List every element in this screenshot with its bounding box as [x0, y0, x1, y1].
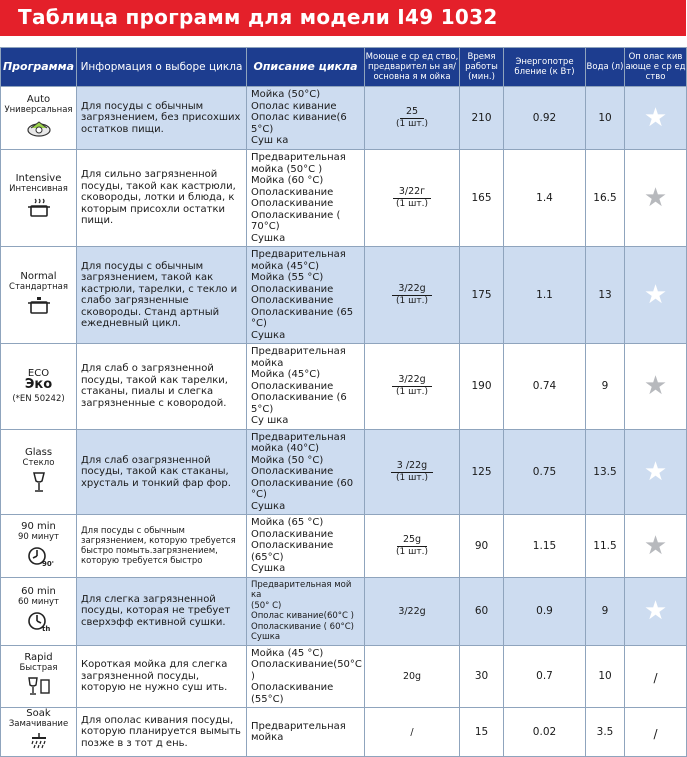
description-line: Ополаскивание — [251, 186, 334, 198]
header-water: Вода (л) — [586, 48, 625, 87]
description-line: мойка — [251, 357, 284, 369]
time-cell: 210 — [460, 87, 504, 150]
star-icon: ★ — [643, 456, 668, 487]
energy-cell: 0.74 — [504, 344, 586, 430]
star-icon: ★ — [643, 596, 668, 626]
time-cell: 90 — [460, 515, 504, 578]
description-line: мойка (45°C) — [251, 260, 320, 272]
time-cell: 15 — [460, 708, 504, 757]
detergent-amount: 20g — [402, 670, 422, 682]
detergent-amount: 3/22g — [392, 374, 431, 387]
cycle-info: Для посуды с обычным загрязнением, без присохших остатков пищи. — [77, 87, 247, 150]
description-line: Сушка — [251, 563, 286, 574]
program-name: Auto — [26, 94, 51, 105]
star-icon: ★ — [643, 183, 668, 213]
detergent-tablets: (1 шт.) — [396, 546, 428, 557]
program-name: Rapid — [24, 652, 53, 664]
energy-cell: 0.7 — [504, 645, 586, 708]
description-line: Ополаскивание — [251, 528, 334, 540]
program-cell — [1, 708, 77, 757]
water-cell: 10 — [586, 645, 625, 708]
description-line: мойка (50°C ) — [251, 163, 323, 175]
energy-cell: 0.02 — [504, 708, 586, 757]
description-line: Ополас кивание — [251, 100, 337, 112]
program-name: 60 min — [21, 586, 56, 597]
header-detergent: Моюще е ср ед ство, предварител ьн ая/ основна я м ойка — [365, 48, 460, 87]
detergent-amount: 25g — [397, 534, 427, 547]
svg-text:90': 90' — [41, 559, 54, 568]
description-line: Ополаскивание(50°C ) — [251, 659, 362, 682]
time-cell: 125 — [460, 429, 504, 515]
program-cell — [1, 577, 77, 645]
detergent-amount: 3/22g — [398, 605, 426, 617]
not-applicable-mark: / — [653, 671, 658, 686]
pot-icon — [1, 295, 76, 319]
rinse-aid-cell — [625, 150, 687, 247]
title-bar — [0, 0, 686, 36]
water-cell: 13 — [586, 247, 625, 344]
description-line: Ополаскивание ( 60°C) — [251, 621, 354, 632]
auto-icon — [1, 118, 76, 142]
description-line: Сушка — [251, 632, 281, 642]
program-cell — [1, 87, 77, 150]
glasses-icon — [1, 676, 76, 700]
detergent-cell — [365, 645, 460, 708]
description-line: Предварительная — [251, 249, 346, 260]
description-line: Мойка (55 °C) — [251, 272, 324, 283]
description-line: Ополаскивание (55°C) — [251, 682, 334, 705]
program-subname: Эко — [24, 376, 53, 392]
cycle-description — [247, 577, 365, 645]
program-cell — [1, 150, 77, 247]
program-subname: Быстрая — [19, 663, 58, 674]
detergent-tablets: (1 шт.) — [396, 119, 428, 129]
description-line: Ополаскивание (6 5°C) — [251, 392, 347, 415]
detergent-cell — [365, 708, 460, 757]
table-row — [1, 150, 687, 247]
energy-cell: 0.92 — [504, 87, 586, 150]
description-line: Ополаскивание — [251, 466, 334, 477]
program-name: Intensive — [15, 173, 62, 184]
cycle-description — [247, 87, 365, 150]
header-info: Информация о выборе цикла — [77, 48, 247, 87]
table-header-row — [1, 48, 687, 87]
cycle-description — [247, 515, 365, 578]
description-line: Предварительная — [251, 152, 346, 163]
time-cell: 190 — [460, 344, 504, 430]
cycle-info: Для посуды с обычным загрязнением, которую требуется быстро помыть.загрязнением, которую требуется быстро — [77, 515, 247, 578]
description-line: Ополаскивание ( 70°C) — [251, 209, 341, 232]
energy-cell: 1.1 — [504, 247, 586, 344]
description-line: Ополаскивание — [251, 283, 334, 295]
cycle-description — [247, 645, 365, 708]
cycle-description — [247, 708, 365, 757]
time-cell: 30 — [460, 645, 504, 708]
description-line: мойка (40°C) — [251, 443, 320, 454]
rinse-aid-cell — [625, 515, 687, 578]
program-cell — [1, 344, 77, 430]
program-subname: 60 минут — [18, 597, 59, 607]
table-row — [1, 87, 687, 150]
rinse-aid-cell — [625, 344, 687, 430]
cycle-description — [247, 429, 365, 515]
star-icon: ★ — [643, 280, 668, 310]
program-name: 90 min — [21, 520, 56, 532]
header-rinse: Оп олас кив ающе е ср ед ство — [625, 48, 687, 87]
detergent-amount: 3/22г — [393, 186, 431, 199]
cycle-info: Для сильно загрязненной посуды, такой как кастрюли, сковороды, лотки и блюда, к которым присохли остатки пищи. — [77, 150, 247, 247]
rinse-aid-cell — [625, 247, 687, 344]
description-line: Ополаскивание (60 °C) — [251, 477, 354, 500]
description-line: Суш ка — [251, 135, 289, 147]
description-line: мойка — [251, 732, 284, 743]
description-line: Су шка — [251, 415, 289, 426]
detergent-cell — [365, 429, 460, 515]
water-cell: 10 — [586, 87, 625, 150]
table-row — [1, 515, 687, 578]
table-row — [1, 344, 687, 430]
detergent-cell — [365, 577, 460, 645]
star-icon: ★ — [643, 371, 668, 402]
cycle-info: Для посуды с обычным загрязнением, такой как кастрюли, тарелки, с текло и слабо загрязненные сковороды. Станд артный ежедневный цикл. — [77, 247, 247, 344]
description-line: Предварительная — [251, 431, 346, 443]
description-line: Мойка (50 °C) — [251, 454, 324, 466]
rinse-aid-cell — [625, 429, 687, 515]
detergent-cell — [365, 87, 460, 150]
detergent-tablets: (1 шт.) — [396, 296, 428, 306]
program-subname: Стекло — [22, 457, 55, 468]
header-energy: Энергопотре бление (к Вт) — [504, 48, 586, 87]
energy-cell: 0.75 — [504, 429, 586, 515]
program-subname: Универсальная — [4, 105, 73, 115]
cycle-description — [247, 247, 365, 344]
detergent-tablets: (1 шт.) — [396, 199, 428, 209]
table-row — [1, 429, 687, 515]
detergent-cell — [365, 247, 460, 344]
rinse-aid-cell — [625, 87, 687, 150]
detergent-cell — [365, 150, 460, 247]
program-name: Soak — [26, 708, 51, 719]
water-cell: 16.5 — [586, 150, 625, 247]
timer-90-icon — [1, 545, 76, 571]
page-title: Таблица программ для модели I49 1032 — [18, 5, 498, 29]
description-line: Мойка (65 °C) — [251, 517, 324, 528]
description-line: Сушка — [251, 329, 286, 341]
program-cell — [1, 515, 77, 578]
detergent-amount: 25 — [400, 106, 424, 119]
detergent-amount: 3 /22g — [391, 460, 433, 473]
cycle-info: Для слаб о загрязненной посуды, такой как тарелки, стаканы, пиалы и слегка загрязненные с ковородой. — [77, 344, 247, 430]
header-description: Описание цикла — [247, 48, 365, 87]
water-cell: 11.5 — [586, 515, 625, 578]
energy-cell: 1.4 — [504, 150, 586, 247]
program-subname: Стандартная — [9, 282, 68, 292]
header-time: Время работы (мин.) — [460, 48, 504, 87]
cycle-info: Для слаб озагрязненной посуды, такой как стаканы, хрусталь и тонкий фар фор. — [77, 429, 247, 515]
time-cell: 165 — [460, 150, 504, 247]
water-cell: 9 — [586, 344, 625, 430]
program-subname: Интенсивная — [9, 184, 68, 194]
detergent-cell — [365, 515, 460, 578]
table-row — [1, 577, 687, 645]
description-line: Ополаскивание — [251, 198, 334, 209]
shower-icon — [1, 732, 76, 756]
description-line: (50° C) — [251, 600, 282, 611]
description-line: Ополаскивание (65 °C) — [251, 306, 354, 329]
wine-glass-icon — [1, 471, 76, 497]
detergent-amount: 3/22g — [392, 283, 431, 296]
detergent-tablets: (1 шт.) — [396, 387, 428, 398]
energy-cell: 1.15 — [504, 515, 586, 578]
description-line: Мойка (45°C) — [251, 369, 321, 380]
description-line: Ополас кивание(6 5°C) — [251, 112, 347, 135]
not-applicable-mark: / — [653, 727, 658, 741]
description-line: Мойка (50°C) — [251, 89, 321, 101]
description-line: Предварительная — [251, 720, 346, 732]
table-row — [1, 247, 687, 344]
time-cell: 60 — [460, 577, 504, 645]
table-row — [1, 708, 687, 757]
water-cell: 13.5 — [586, 429, 625, 515]
water-cell: 9 — [586, 577, 625, 645]
detergent-cell — [365, 344, 460, 430]
svg-text:th: th — [41, 625, 50, 633]
program-table — [0, 47, 687, 757]
program-subname: Замачивание — [8, 719, 69, 729]
program-name: Glass — [24, 446, 53, 458]
description-line: Ополаскивание (65°C) — [251, 540, 334, 563]
cycle-info: Для ополас кивания посуды, которую планируется вымыть позже в з тот д ень. — [77, 708, 247, 757]
description-line: Ополаскивание — [251, 295, 334, 306]
description-line: Ополас кивание(60°C ) — [251, 611, 354, 621]
water-cell: 3.5 — [586, 708, 625, 757]
program-name: Normal — [20, 271, 57, 282]
description-line: Мойка (60 °C) — [251, 175, 324, 186]
star-icon: ★ — [643, 103, 668, 133]
detergent-tablets: (1 шт.) — [396, 472, 428, 483]
program-standard-note: (*EN 50242) — [12, 393, 65, 404]
energy-cell: 0.9 — [504, 577, 586, 645]
description-line: Предварительная — [251, 346, 346, 357]
cycle-description — [247, 150, 365, 247]
cycle-info: Для слегка загрязненной посуды, которая не требует сверхэфф ективной сушки. — [77, 577, 247, 645]
program-name: ECO — [27, 367, 50, 379]
rinse-aid-cell — [625, 708, 687, 757]
description-line: Ополаскивание — [251, 380, 334, 392]
description-line: Предварительная мой ка — [251, 579, 352, 600]
program-cell — [1, 247, 77, 344]
description-line: Сушка — [251, 500, 286, 512]
rinse-aid-cell — [625, 645, 687, 708]
time-cell: 175 — [460, 247, 504, 344]
description-line: Мойка (45 °C) — [251, 647, 324, 659]
program-cell — [1, 645, 77, 708]
rinse-aid-cell — [625, 577, 687, 645]
detergent-amount: / — [410, 726, 414, 738]
pot-steam-icon — [1, 197, 76, 223]
table-row — [1, 645, 687, 708]
program-subname: 90 минут — [18, 531, 59, 542]
header-program: Программа — [1, 48, 77, 87]
cycle-description — [247, 344, 365, 430]
timer-60-icon — [1, 610, 76, 636]
star-icon: ★ — [643, 530, 668, 561]
program-cell — [1, 429, 77, 515]
cycle-info: Короткая мойка для слегка загрязненной посуды, которую не нужно суш ить. — [77, 645, 247, 708]
description-line: Сушка — [251, 232, 286, 244]
